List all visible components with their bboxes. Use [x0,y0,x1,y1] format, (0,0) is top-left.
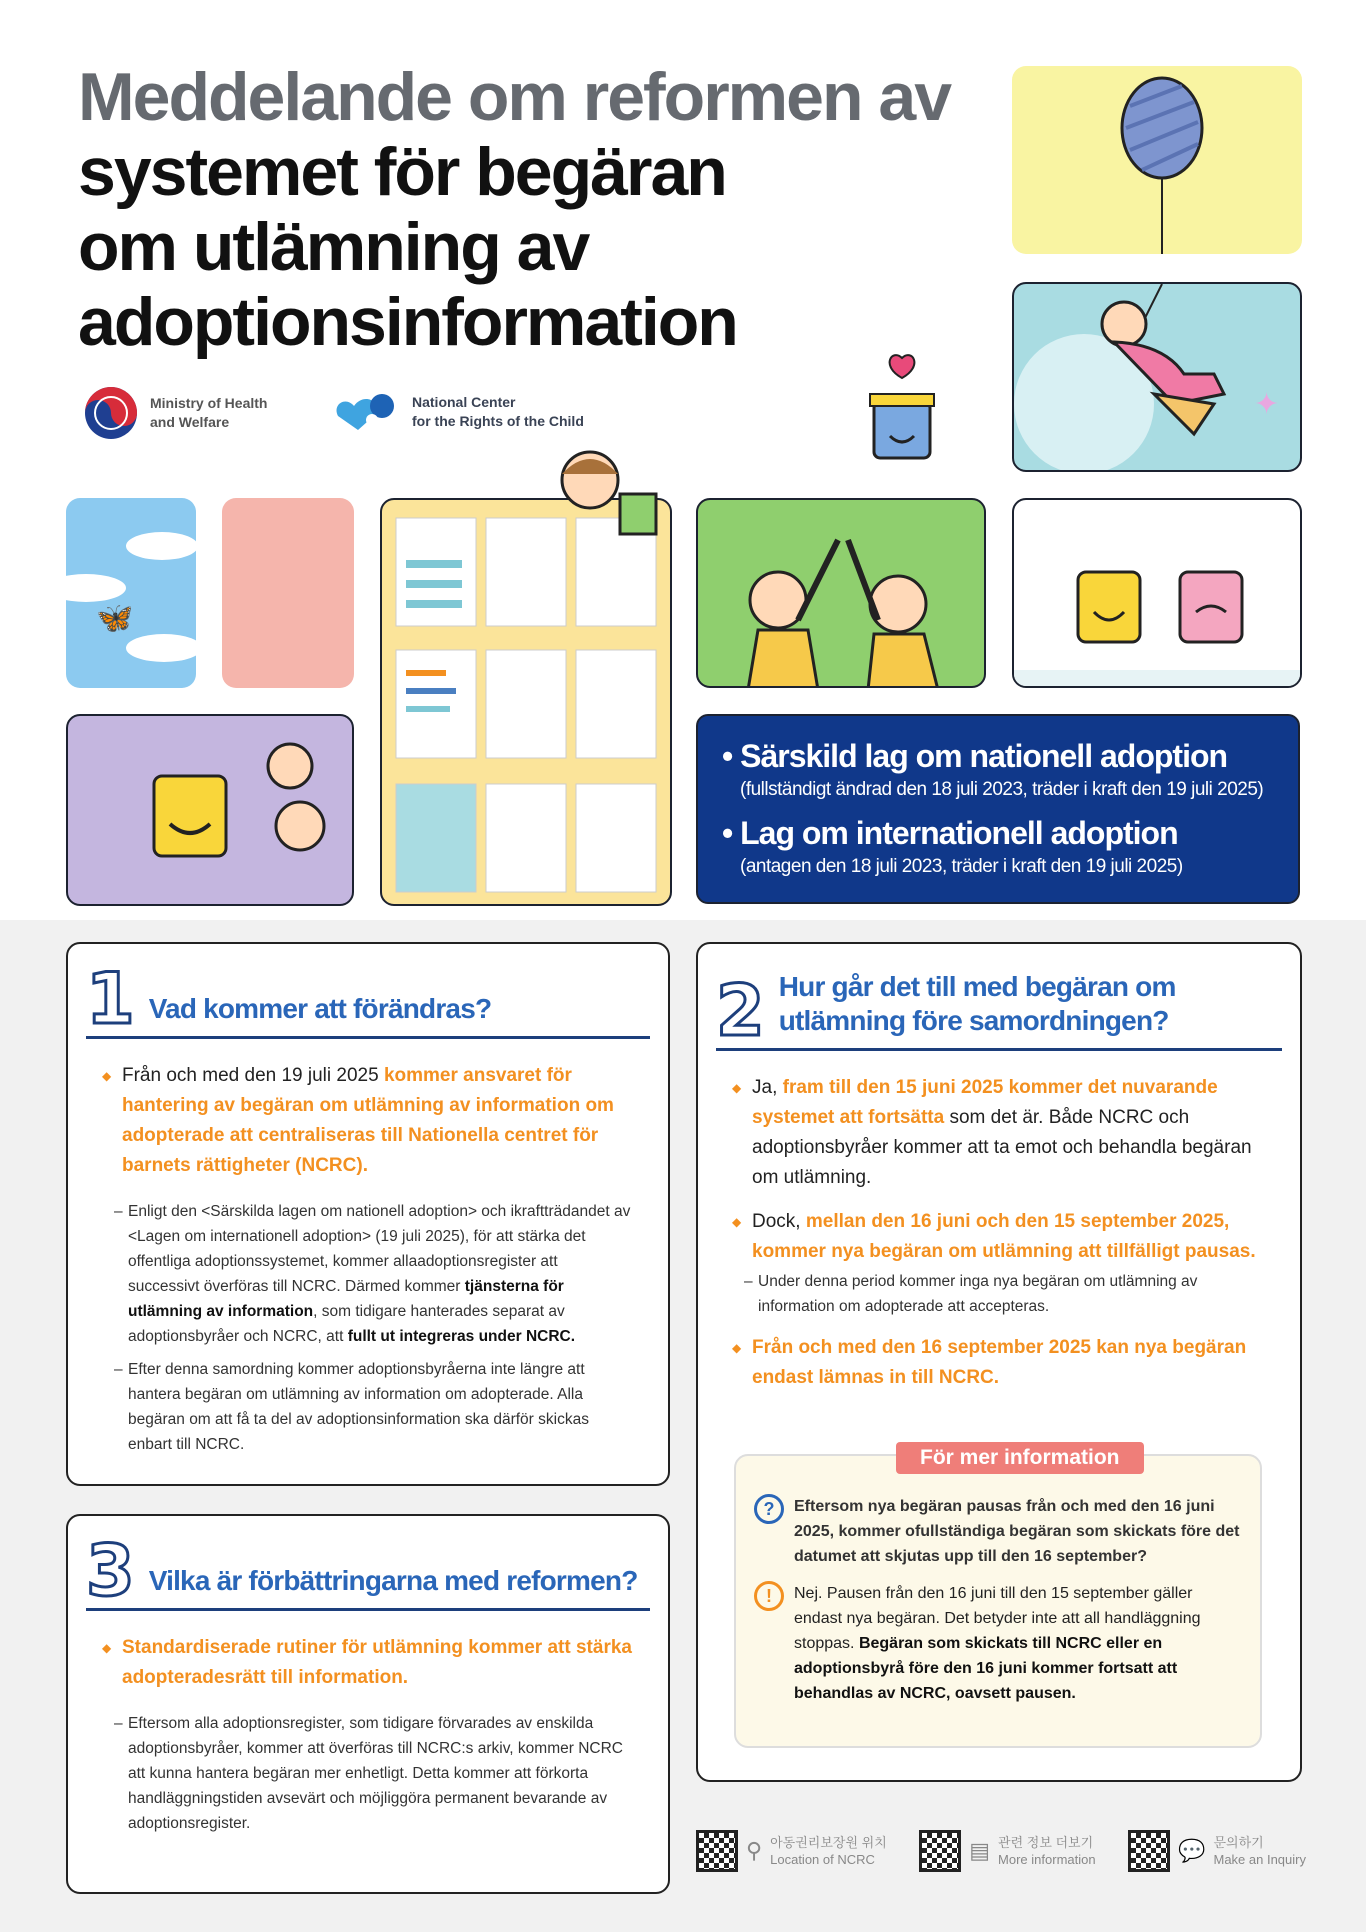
detail-bold: tjänsterna för utlämning av information [128,1278,564,1320]
footer-label-ko: 관련 정보 더보기 [998,1835,1094,1850]
law-item [722,815,1274,878]
svg-text:✦: ✦ [1254,388,1280,421]
mohw-logo [82,384,267,442]
law-subtitle: (fullständigt ändrad den 18 juli 2023, träder i kraft den 19 juli 2025) [740,779,1264,800]
section-number: 1 [86,958,135,1040]
bullet-item [732,1207,1276,1267]
section-3-header [86,1530,650,1612]
bullet-highlight: mellan den 16 juni och den 15 september 2025, kommer nya begäran om utlämning att tillfälligt pausas. [752,1211,1256,1262]
section-1-card [66,942,670,1486]
location-pin-icon: ⚲ [746,1838,763,1863]
bullet-highlight: fram till den 15 juni 2025 kommer det nuvarande systemet att fortsätta [752,1077,1218,1128]
bullet-item [102,1061,632,1181]
bullet-item [102,1633,632,1693]
detail-item: – Efter denna samordning kommer adoptionsbyråerna inte längre att hantera begäran om utlämning av information om adopterade. Alla begäran om att få ta del av adoptionsinformation ska därför skickas enbart till NCRC. [102,1357,632,1457]
child-balloon-tile [1012,282,1302,472]
high-five-tile [696,498,986,688]
ncrc-name-line-1: National Center [412,394,516,410]
svg-text:🦋: 🦋 [96,602,134,635]
detail-item [102,1199,632,1349]
child-peeking-icon [530,444,660,544]
exclamation-icon: ! [754,1581,784,1611]
pink-tile [222,498,354,688]
balloon-icon [1012,66,1302,254]
answer-text: Nej. Pausen från den 16 juni till den 15 september gäller endast nya begäran. Det betyder inte att all handläggning stoppas. [794,1585,1201,1652]
more-info-box [734,1446,1262,1748]
ncrc-name-line-2: for the Rights of the Child [412,413,584,429]
qr-code [1128,1830,1170,1872]
more-info-tag: För mer information [896,1442,1144,1474]
faq-question [754,1494,1242,1569]
laws-box [696,714,1300,904]
title-line-1: Meddelande om reformen av [78,59,951,135]
ncrc-heart-icon [332,390,402,434]
document-search-icon: ▤ [969,1838,991,1863]
bullet-item [732,1333,1276,1393]
balloon-tile [1012,66,1302,254]
title-line-2: systemet för begäran [78,134,726,210]
mohw-name-line-1: Ministry of Health [150,395,268,411]
detail-bold: fullt ut integreras under NCRC. [347,1328,576,1345]
detail-text: Enligt den <Särskilda lagen om nationell adoption> och ikraftträdandet av <Lagen om internationell adoption> (19 juli 2025), för att stärka det offentliga adoptionssystemet, kommer allaadoptionsregister att successivt överföras till NCRC. Därmed kommer [128,1203,631,1295]
purple-tile [66,714,354,906]
children-high-five-icon [698,500,986,688]
sky-tile [66,498,196,688]
bullet-text: som det är. Både NCRC och adoptionsbyråer kommer att ta emot och behandla begäran om utlämning. [752,1107,1252,1188]
bullet-highlight: Från och med den 16 september 2025 kan nya begäran endast lämnas in till NCRC. [752,1337,1247,1388]
section-number: 3 [86,1530,135,1612]
detail-item: – Eftersom alla adoptionsregister, som tidigare förvarades av enskilda adoptionsbyråer, kommer att överföras till NCRC:s arkiv, kommer NCRC att kunna hantera begäran mer enhetligt. Detta kommer att förkorta handläggningstiden avsevärt och möjliggöra permanent bevarande av adoptionsregister. [102,1711,632,1836]
footer-label-ko: 아동권리보장원 위치 [770,1835,887,1850]
clouds-butterfly-icon [66,498,196,688]
gift-character-icon [852,352,952,500]
footer-inquiry-link[interactable] [1128,1830,1306,1872]
detail-item: – Under denna period kommer inga nya begäran om utlämning av information om adopterade att accepteras. [732,1269,1276,1319]
section-title: Vilka är förbättringarna med reformen? [148,1565,638,1596]
question-text: Eftersom nya begäran pausas från och med den 16 juni 2025, kommer ofullständiga begäran som skickats före det datumet att skjutas upp till den 16 september? [794,1498,1240,1565]
law-subtitle: (antagen den 18 juli 2023, träder i kraft den 19 juli 2025) [740,856,1183,877]
footer-location-link[interactable] [696,1830,887,1872]
bullet-text: Ja, [752,1077,783,1098]
chat-bubble-icon: 💬 [1178,1838,1206,1863]
bullet-item [732,1073,1276,1193]
documents-tile [380,498,672,906]
bullet-highlight: Standardiserade rutiner för utlämning kommer att stärka adopteradesrätt till information. [122,1637,632,1688]
section-2-header [716,970,1282,1051]
mohw-name-line-2: and Welfare [150,414,230,430]
faq-answer [754,1581,1242,1706]
qr-code [919,1830,961,1872]
footer-links [696,1830,1306,1872]
answer-bold: Begäran som skickats till NCRC eller en adoptionsbyrå före den 16 juni kommer fortsatt att behandlas av NCRC, oavsett pausen. [794,1635,1178,1702]
footer-label-ko: 문의하기 [1213,1835,1264,1850]
happy-calendar-icon [68,716,354,906]
section-title: Hur går det till med begäran om utlämning före samordningen? [778,971,1176,1036]
footer-more-info-link[interactable] [919,1830,1095,1872]
section-3-card [66,1514,670,1894]
smiling-characters-icon [1014,500,1302,688]
section-1-header [86,958,650,1040]
footer-label-en: More information [998,1852,1096,1867]
characters-tile [1012,498,1302,688]
child-hanging-icon [1014,284,1302,472]
law-item [722,738,1274,801]
bullet-highlight: kommer ansvaret för hantering av begäran om utlämning av information om adopterade att centraliseras till Nationella centret för barnets rättigheter (NCRC). [122,1065,614,1176]
law-title: • Särskild lag om nationell adoption [722,738,1274,775]
law-title: • Lag om internationell adoption [722,815,1274,852]
footer-label-en: Location of NCRC [770,1852,875,1867]
page-title [78,60,978,360]
bullet-text: Från och med den 19 juli 2025 [122,1065,384,1086]
section-title: Vad kommer att förändras? [148,993,492,1024]
question-icon: ? [754,1494,784,1524]
documents-grid-icon [382,500,672,906]
title-line-3: om utlämning av [78,209,589,285]
bullet-text: Dock, [752,1211,806,1232]
qr-code [696,1830,738,1872]
section-number: 2 [716,970,765,1052]
ncrc-logo [332,390,584,434]
detail-text: , som tidigare hanterades separat av adoptionsbyråer och NCRC, att [128,1303,565,1345]
title-line-4: adoptionsinformation [78,284,737,360]
taegeuk-icon [82,384,140,442]
footer-label-en: Make an Inquiry [1213,1852,1306,1867]
